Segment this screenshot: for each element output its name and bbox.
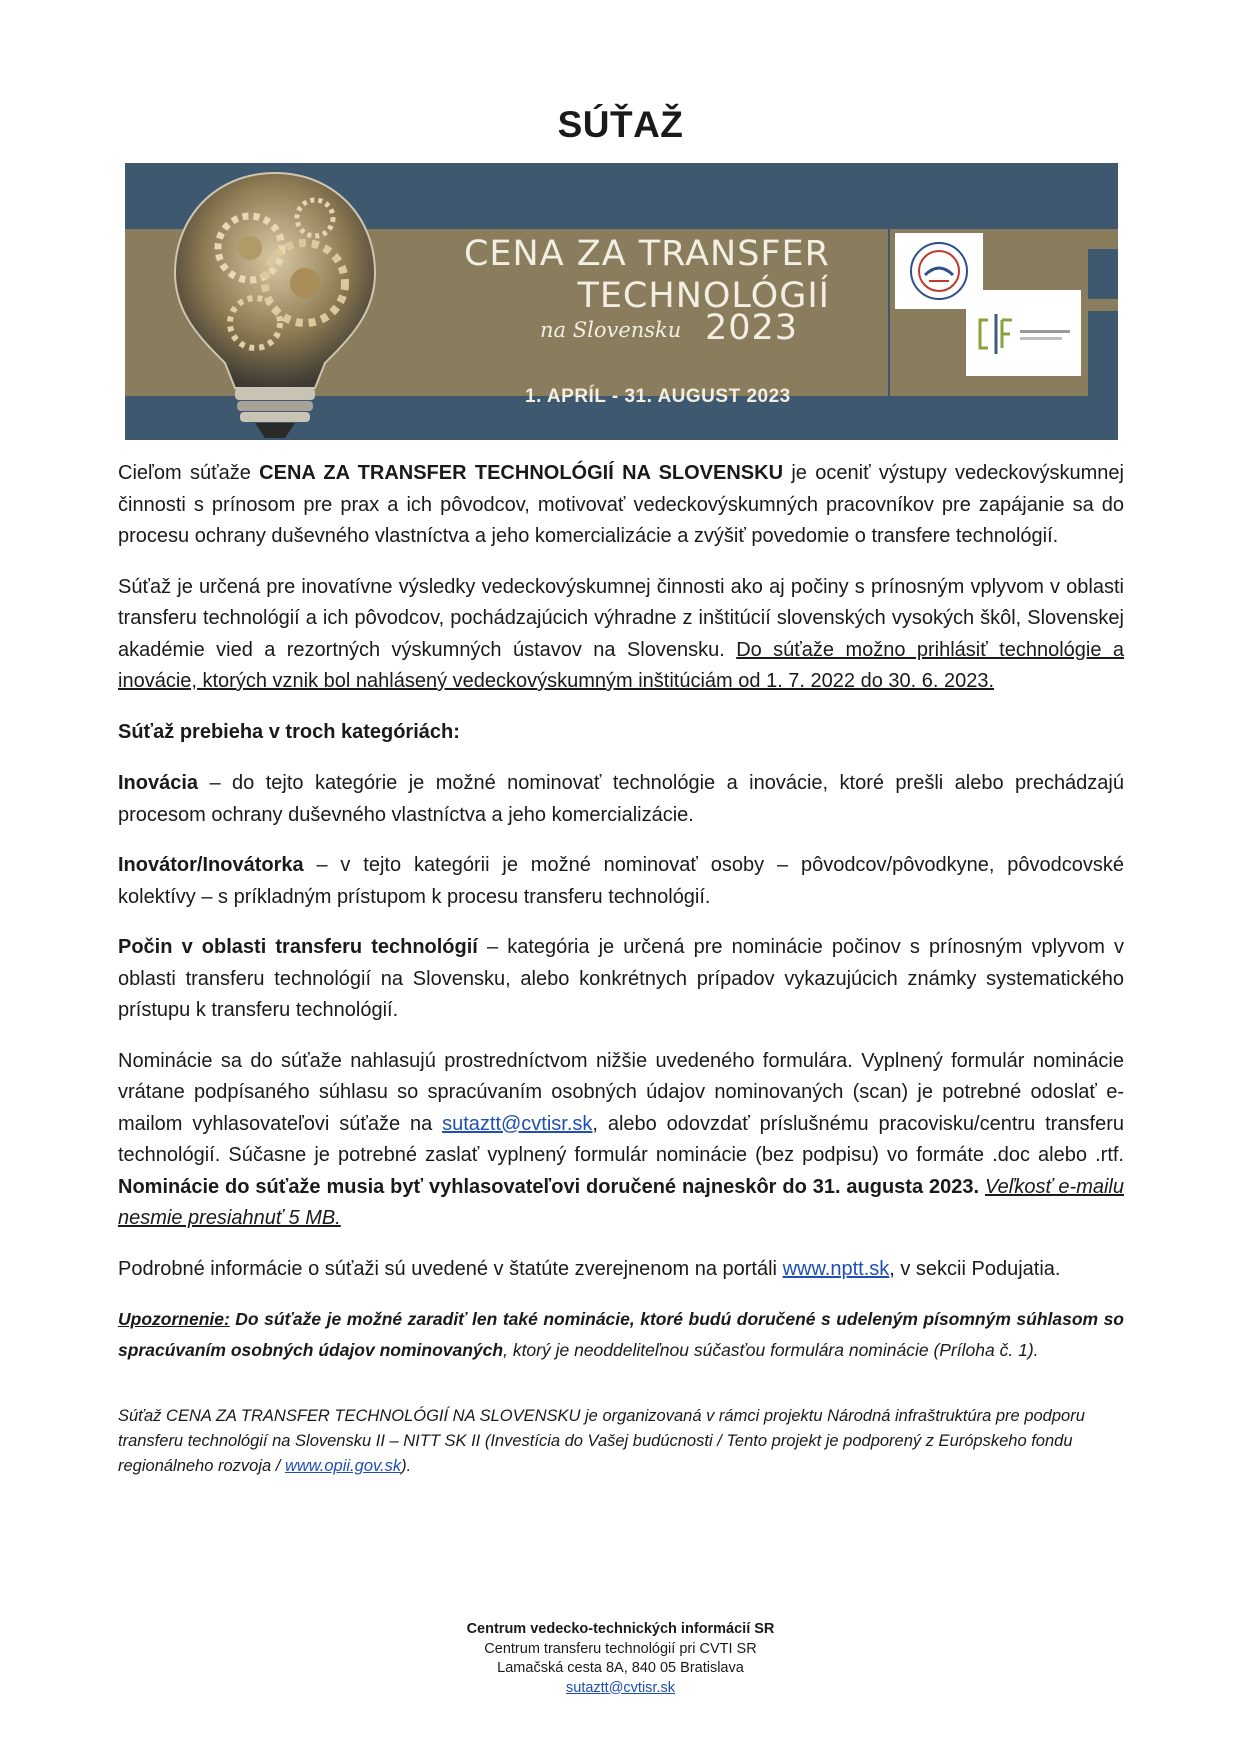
banner-year: 2023 xyxy=(705,308,799,348)
warning-text: , ktorý je neoddeliteľnou súčasťou formulára nominácie (Príloha č. 1). xyxy=(503,1340,1039,1360)
nptt-link[interactable]: www.nptt.sk xyxy=(782,1257,890,1280)
banner-dates: 1. APRÍL - 31. AUGUST 2023 xyxy=(525,386,791,407)
banner-tile xyxy=(1088,311,1118,396)
footer-email-link[interactable]: sutaztt@cvtisr.sk xyxy=(566,1679,675,1696)
nomination-paragraph xyxy=(118,1046,1124,1235)
banner-title xyxy=(420,233,830,317)
email-link[interactable]: sutaztt@cvtisr.sk xyxy=(442,1112,593,1135)
footer-department: Centrum transferu technológií pri CVTI SR xyxy=(484,1640,757,1657)
warning-bold-text: Do súťaže je možné zaradiť len také nominácie, ktoré budú doručené s udeleným písomným súhlasom so spracúvaním osobných údajov nominovaných xyxy=(118,1309,1124,1360)
category-item xyxy=(118,850,1124,913)
email-size-note: Veľkosť e-mailu nesmie presiahnuť 5 MB. xyxy=(118,1175,1125,1229)
project-note-end: ). xyxy=(401,1457,412,1475)
page-title: SÚŤAŽ xyxy=(557,104,684,145)
warning-label: Upozornenie: xyxy=(118,1309,230,1329)
project-note-text: Súťaž CENA ZA TRANSFER TECHNOLÓGIÍ NA SLOVENSKU je organizovaná v rámci projektu Národná infraštruktúra pre podporu transferu technológií na Slovensku II – NITT SK II (Investícia do Vašej budúcnosti / Tento projekt je podporený z Európskeho fondu regionálneho rozvoja / xyxy=(118,1407,1085,1475)
intro-text: Cieľom súťaže xyxy=(118,462,260,484)
opii-link[interactable]: www.opii.gov.sk xyxy=(284,1457,402,1475)
categories-heading-text: Súťaž prebieha v troch kategóriách: xyxy=(118,720,460,743)
competition-name: CENA ZA TRANSFER TECHNOLÓGIÍ NA SLOVENSKU xyxy=(259,462,784,484)
info-text: Podrobné informácie o súťaži sú uvedené v štatúte zverejnenom na portáli xyxy=(118,1257,783,1280)
main-content xyxy=(118,458,1124,1498)
nomination-text: Nominácie sa do súťaže nahlasujú prostredníctvom nižšie uvedeného formulára. Vyplnený formulár nominácie vrátane podpísaného súhlasu so spracúvaním osobných údajov nominovaných (scan) je potrebné odoslať e-mailom vyhlasovateľovi súťaže na xyxy=(118,1049,1124,1135)
info-text-rest: , v sekcii Podujatia. xyxy=(889,1257,1061,1280)
lightbulb-gears-icon xyxy=(155,163,395,440)
intro-text-rest: je oceniť výstupy vedeckovýskumnej činnosti s prínosom pre prax a ich pôvodcov, motivovať vedeckovýskumných pracovníkov pre zapájanie sa do procesu ochrany duševného vlastníctva a jeho komercializácie a zvýšiť povedomie o transfere technológií. xyxy=(118,462,1124,547)
warning-paragraph xyxy=(118,1304,1124,1366)
banner-title-line1: CENA ZA TRANSFER xyxy=(463,234,830,274)
banner-subtitle: na Slovensku xyxy=(540,318,682,342)
category-name: Počin v oblasti transferu technológií xyxy=(118,936,478,958)
category-item xyxy=(118,932,1124,1027)
footer xyxy=(0,1620,1241,1698)
category-text: – do tejto kategórie je možné nominovať technológie a inovácie, ktoré prešli alebo prechádzajú procesom ochrany duševného vlastníctva a jeho komercializácie. xyxy=(118,772,1124,826)
nptt-mark-icon xyxy=(966,290,1081,376)
intro-paragraph xyxy=(118,458,1124,553)
nomination-text-2: , alebo odovzdať príslušnému pracovisku/centru transferu technológií. Súčasne je potrebné zaslať vyplnený formulár nominácie (bez podpisu) vo formáte .doc alebo .rtf. xyxy=(118,1112,1124,1166)
event-banner xyxy=(125,163,1118,440)
footer-organization: Centrum vedecko-technických informácií SR xyxy=(466,1621,775,1637)
eligibility-paragraph xyxy=(118,572,1124,698)
categories-heading xyxy=(118,717,1124,749)
nptt-logo xyxy=(966,290,1081,376)
info-paragraph xyxy=(118,1254,1124,1286)
category-name: Inovátor/Inovátorka xyxy=(118,854,304,876)
category-text: – kategória je určená pre nominácie počinov s prínosným vplyvom v oblasti transferu technológií na Slovensku, alebo konkrétnych prípadov vykazujúcich známky systematického prístupu k transferu technológií. xyxy=(118,936,1124,1021)
deadline-text: Nominácie do súťaže musia byť vyhlasovateľovi doručené najneskôr do 31. augusta 2023. xyxy=(118,1175,980,1198)
eligibility-text: Súťaž je určená pre inovatívne výsledky vedeckovýskumnej činnosti ako aj počiny s prínosným vplyvom v oblasti transferu technológií a ich pôvodcov, pochádzajúcich výhradne z inštitúcií slovenských vysokých škôl, Slovenskej akadémie vied a rezortných výskumných ústavov na Slovensku. xyxy=(118,575,1124,661)
eligibility-period: Do súťaže možno prihlásiť technológie a inovácie, ktorých vznik bol nahlásený vedeckovýskumným inštitúciám od 1. 7. 2022 do 30. 6. 2023. xyxy=(118,638,1124,692)
banner-divider xyxy=(888,229,890,396)
banner-tile xyxy=(1088,249,1118,299)
banner-title-line2: TECHNOLÓGIÍ xyxy=(577,276,830,316)
project-note xyxy=(118,1404,1124,1479)
category-text: – v tejto kategórii je možné nominovať osoby – pôvodcov/pôvodkyne, pôvodcovské kolektívy – s príkladným prístupom k procesu transferu technológií. xyxy=(118,854,1124,908)
footer-address: Lamačská cesta 8A, 840 05 Bratislava xyxy=(497,1660,744,1676)
category-name: Inovácia xyxy=(118,772,199,794)
category-item xyxy=(118,768,1124,831)
